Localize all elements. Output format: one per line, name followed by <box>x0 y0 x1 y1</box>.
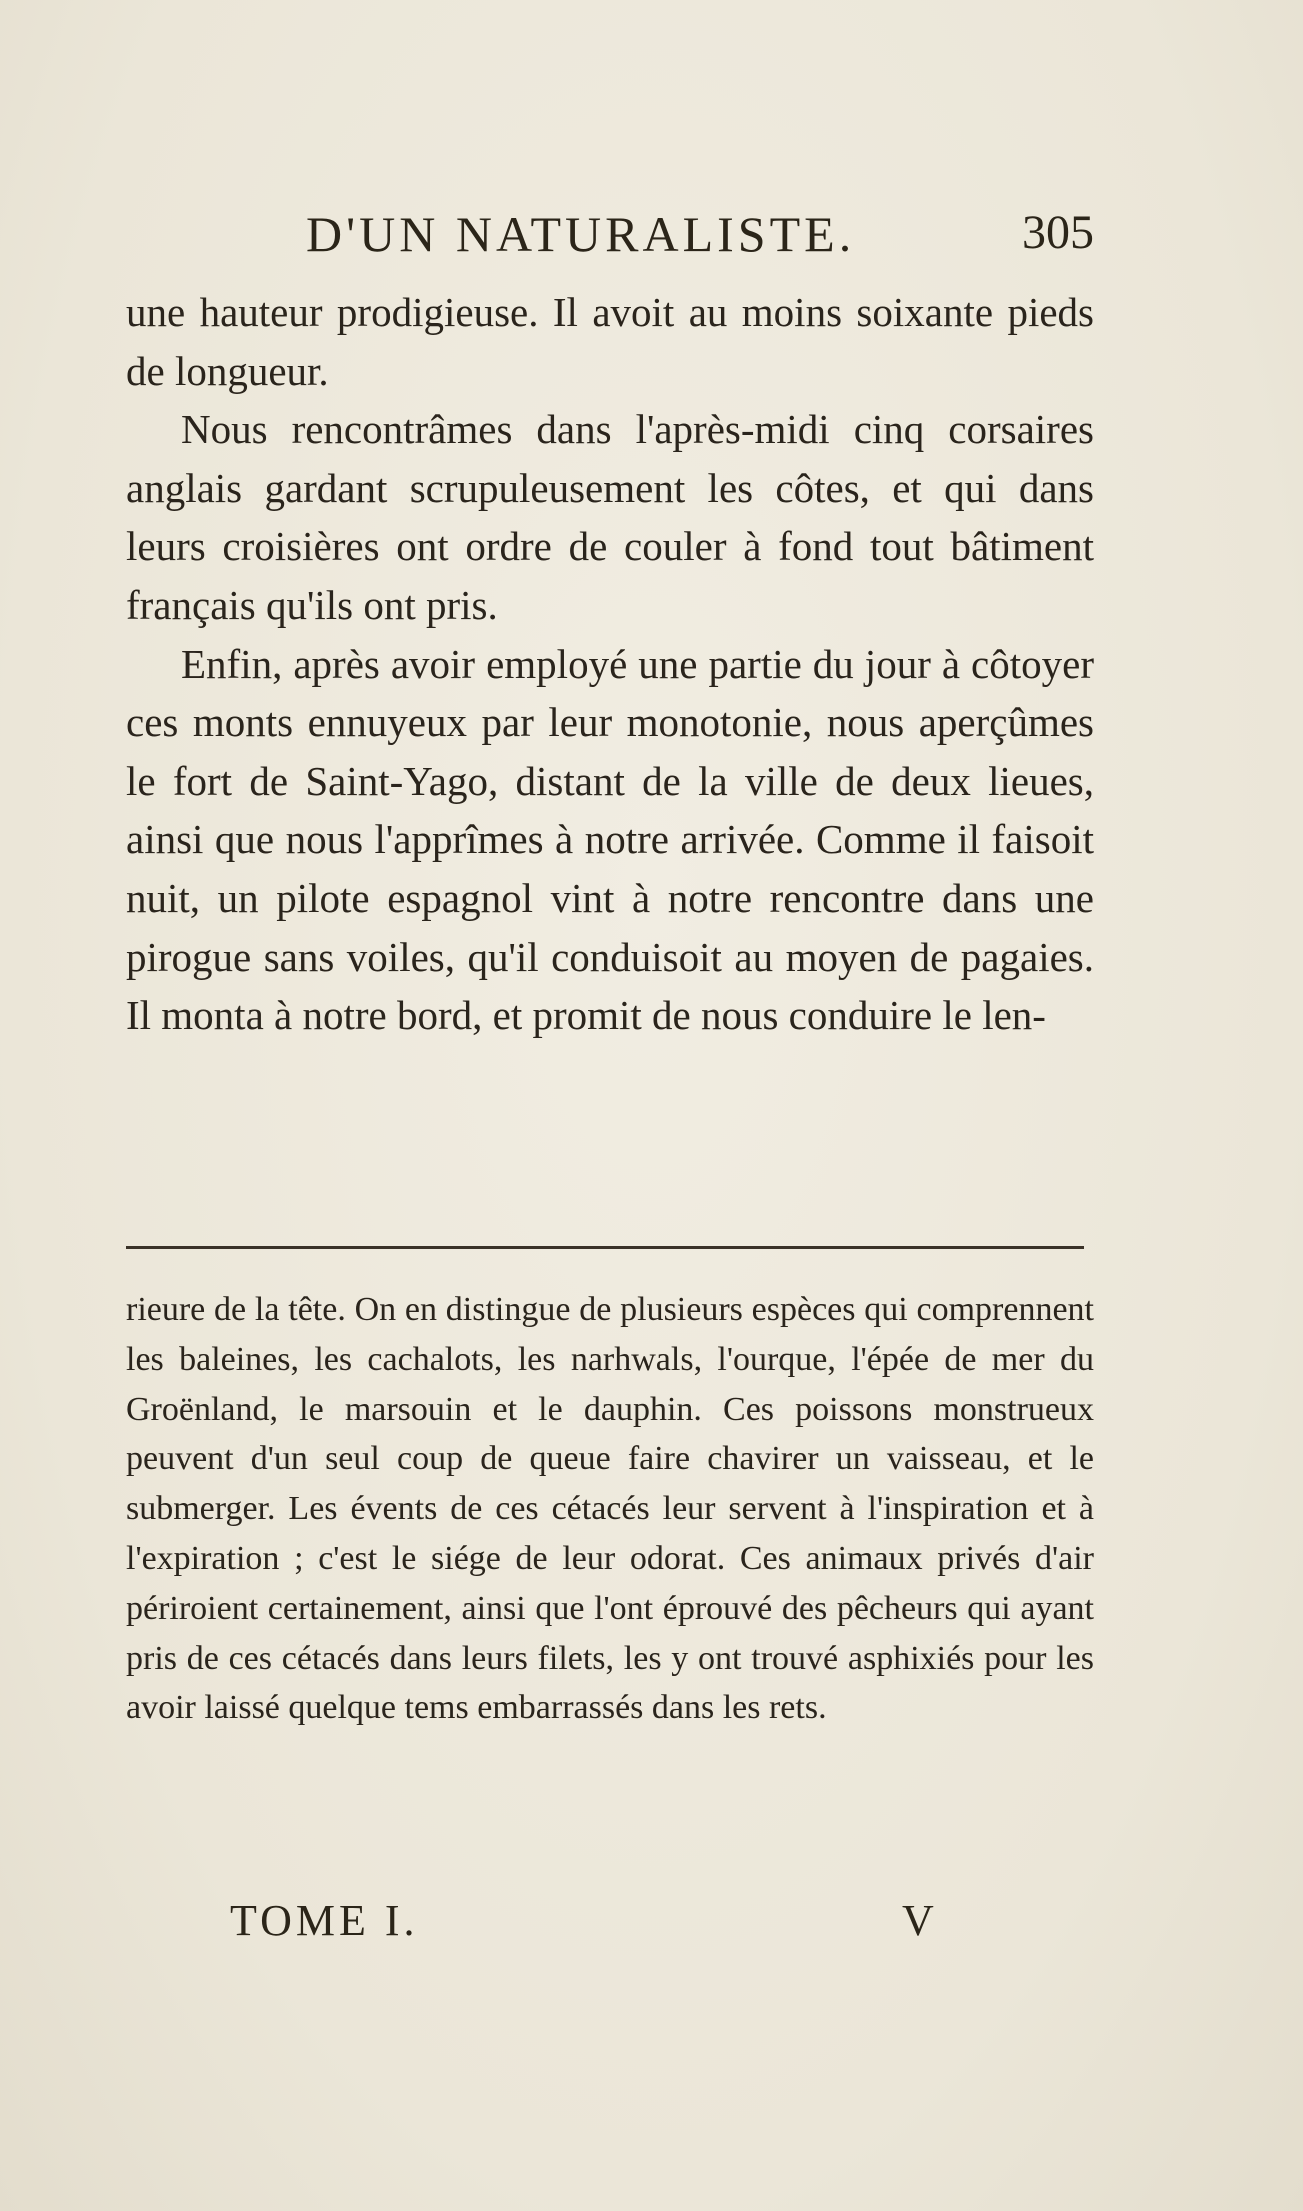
page-header <box>126 205 1094 275</box>
paragraph: une hauteur prodigieuse. Il avoit au moins soixante pieds de longueur. <box>126 289 1094 394</box>
footnote-rule <box>126 1246 1084 1249</box>
paragraph: Nous rencontrâmes dans l'après-midi cinq corsaires anglais gardant scrupuleusement les côtes, et qui dans leurs croisières ont ordre de couler à fond tout bâtiment français qu'ils ont pris. <box>126 406 1094 628</box>
paragraph: Enfin, après avoir employé une partie du jour à côtoyer ces monts ennuyeux par leur monotonie, nous aperçûmes le fort de Saint-Yago, distant de la ville de deux lieues, ainsi que nous l'apprîmes à notre arrivée. Comme il faisoit nuit, un pilote espagnol vint à notre rencontre dans une pirogue sans voiles, qu'il conduisoit au moyen de pagaies. Il monta à notre bord, et promit de nous conduire le len- <box>126 640 1094 1039</box>
signature-mark: V <box>902 1896 934 1945</box>
volume-label: TOME I. <box>230 1896 419 1945</box>
running-title: D'UN NATURALISTE. <box>306 206 856 262</box>
page-footer <box>230 1895 950 1955</box>
main-text <box>126 283 1094 1045</box>
footnote-text: rieure de la tête. On en distingue de plusieurs espèces qui comprennent les baleines, les cachalots, les narhwals, l'ourque, l'épée de mer du Groënland, le marsouin et le dauphin. Ces poissons monstrueux peuvent d'un seul coup de queue faire chavirer un vaisseau, et le submerger. Les évents de ces cétacés leur servent à l'inspiration et à l'expiration ; c'est le siége de leur odorat. Ces animaux privés d'air périroient certainement, ainsi que l'ont éprouvé des pêcheurs qui ayant pris de ces cétacés dans leurs filets, les y ont trouvé asphixiés pour les avoir laissé quelque tems embarrassés dans les rets. <box>126 1291 1094 1727</box>
page-number: 305 <box>1022 206 1094 259</box>
footnote <box>126 1285 1094 1733</box>
